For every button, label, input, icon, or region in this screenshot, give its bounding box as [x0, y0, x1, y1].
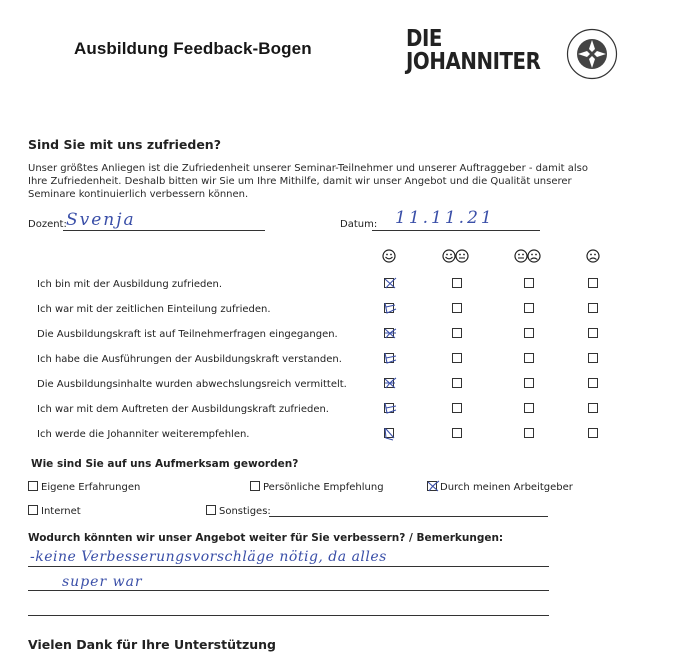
- option-label: Eigene Erfahrungen: [41, 482, 141, 493]
- option-label: Internet: [41, 506, 81, 517]
- rating-checkbox-satisfied[interactable]: [452, 353, 462, 363]
- remarks-heading: Wodurch könnten wir unser Angebot weiter für Sie verbessern? / Bemerkungen:: [28, 532, 504, 544]
- datum-line: [372, 230, 540, 231]
- rating-checkbox-satisfied[interactable]: [452, 378, 462, 388]
- rating-checkbox-very-satisfied[interactable]: [384, 378, 394, 388]
- option-label: Durch meinen Arbeitgeber: [440, 482, 573, 493]
- dozent-line: [63, 230, 265, 231]
- rating-checkbox-less-satisfied[interactable]: [524, 378, 534, 388]
- sonstiges-line: [269, 516, 548, 517]
- rating-checkbox-less-satisfied[interactable]: [524, 403, 534, 413]
- rating-checkbox-very-satisfied[interactable]: [384, 328, 394, 338]
- unhappy-face-icon: [584, 249, 614, 263]
- rating-checkbox-unsatisfied[interactable]: [588, 403, 598, 413]
- question-text: Die Ausbildungskraft ist auf Teilnehmerfragen eingegangen.: [37, 329, 338, 340]
- rating-checkbox-satisfied[interactable]: [452, 403, 462, 413]
- question-text: Ich war mit der zeitlichen Einteilung zufrieden.: [37, 304, 271, 315]
- section-heading: Sind Sie mit uns zufrieden?: [28, 137, 221, 152]
- option-label: Sonstiges:: [219, 506, 271, 517]
- question-text: Ich bin mit der Ausbildung zufrieden.: [37, 279, 223, 290]
- rating-checkbox-very-satisfied[interactable]: [384, 303, 394, 313]
- question-text: Ich habe die Ausführungen der Ausbildungskraft verstanden.: [37, 354, 342, 365]
- option-label: Persönliche Empfehlung: [263, 482, 384, 493]
- option-durch-arbeitgeber[interactable]: [427, 481, 573, 493]
- rating-checkbox-satisfied[interactable]: [452, 428, 462, 438]
- very-satisfied-face-icon: [380, 249, 410, 263]
- thanks-text: Vielen Dank für Ihre Unterstützung: [28, 637, 276, 652]
- remarks-rule-3: [28, 615, 549, 616]
- option-persoenliche-empfehlung[interactable]: [250, 481, 384, 493]
- rating-checkbox-satisfied[interactable]: [452, 328, 462, 338]
- form-title: Ausbildung Feedback-Bogen: [74, 39, 312, 58]
- johanniter-logo: [406, 28, 540, 74]
- satisfied-faces-icon: [441, 249, 471, 263]
- remarks-rule-2: [28, 590, 549, 591]
- logo-line-1: DIE: [406, 26, 443, 52]
- rating-checkbox-very-satisfied[interactable]: [384, 428, 394, 438]
- logo-line-2: JOHANNITER: [406, 49, 541, 75]
- option-eigene-erfahrungen[interactable]: [28, 481, 140, 493]
- rating-checkbox-very-satisfied[interactable]: [384, 403, 394, 413]
- option-sonstiges[interactable]: [206, 505, 271, 517]
- johanniter-seal-icon: [566, 28, 618, 80]
- rating-checkbox-unsatisfied[interactable]: [588, 428, 598, 438]
- datum-label: Datum:: [340, 219, 378, 230]
- question-text: Die Ausbildungsinhalte wurden abwechslungsreich vermittelt.: [37, 379, 347, 390]
- option-checkbox[interactable]: [427, 481, 437, 491]
- question-text: Ich werde die Johanniter weiterempfehlen.: [37, 429, 250, 440]
- rating-checkbox-unsatisfied[interactable]: [588, 328, 598, 338]
- option-checkbox[interactable]: [206, 505, 216, 515]
- rating-checkbox-unsatisfied[interactable]: [588, 378, 598, 388]
- rating-checkbox-less-satisfied[interactable]: [524, 353, 534, 363]
- rating-checkbox-unsatisfied[interactable]: [588, 278, 598, 288]
- remarks-line-1[interactable]: -keine Verbesserungsvorschläge nötig, da alles: [30, 549, 387, 565]
- dozent-field[interactable]: Svenja: [66, 210, 136, 230]
- intro-text: Unser größtes Anliegen ist die Zufriedenheit unserer Seminar-Teilnehmer und unserer Auftraggeber - damit also Ihre Zufriedenheit. Deshalb bitten wir Sie um Ihre Mithilfe, damit wir unser Angebot und die Qualität unserer Seminare kontinuierlich verbessern können.: [28, 163, 588, 200]
- rating-checkbox-less-satisfied[interactable]: [524, 328, 534, 338]
- remarks-rule-1: [28, 566, 549, 567]
- rating-checkbox-unsatisfied[interactable]: [588, 303, 598, 313]
- option-checkbox[interactable]: [28, 505, 38, 515]
- option-internet[interactable]: [28, 505, 81, 517]
- rating-checkbox-satisfied[interactable]: [452, 278, 462, 288]
- dozent-label: Dozent:: [28, 219, 67, 230]
- remarks-line-2[interactable]: super war: [62, 574, 143, 590]
- rating-checkbox-less-satisfied[interactable]: [524, 278, 534, 288]
- rating-checkbox-less-satisfied[interactable]: [524, 303, 534, 313]
- option-checkbox[interactable]: [250, 481, 260, 491]
- neutral-unhappy-faces-icon: [513, 249, 543, 263]
- rating-checkbox-very-satisfied[interactable]: [384, 278, 394, 288]
- option-checkbox[interactable]: [28, 481, 38, 491]
- source-heading: Wie sind Sie auf uns Aufmerksam geworden?: [31, 458, 299, 470]
- rating-checkbox-satisfied[interactable]: [452, 303, 462, 313]
- question-text: Ich war mit dem Auftreten der Ausbildungskraft zufrieden.: [37, 404, 329, 415]
- rating-checkbox-unsatisfied[interactable]: [588, 353, 598, 363]
- rating-checkbox-very-satisfied[interactable]: [384, 353, 394, 363]
- datum-field[interactable]: 11.11.21: [395, 208, 495, 228]
- rating-checkbox-less-satisfied[interactable]: [524, 428, 534, 438]
